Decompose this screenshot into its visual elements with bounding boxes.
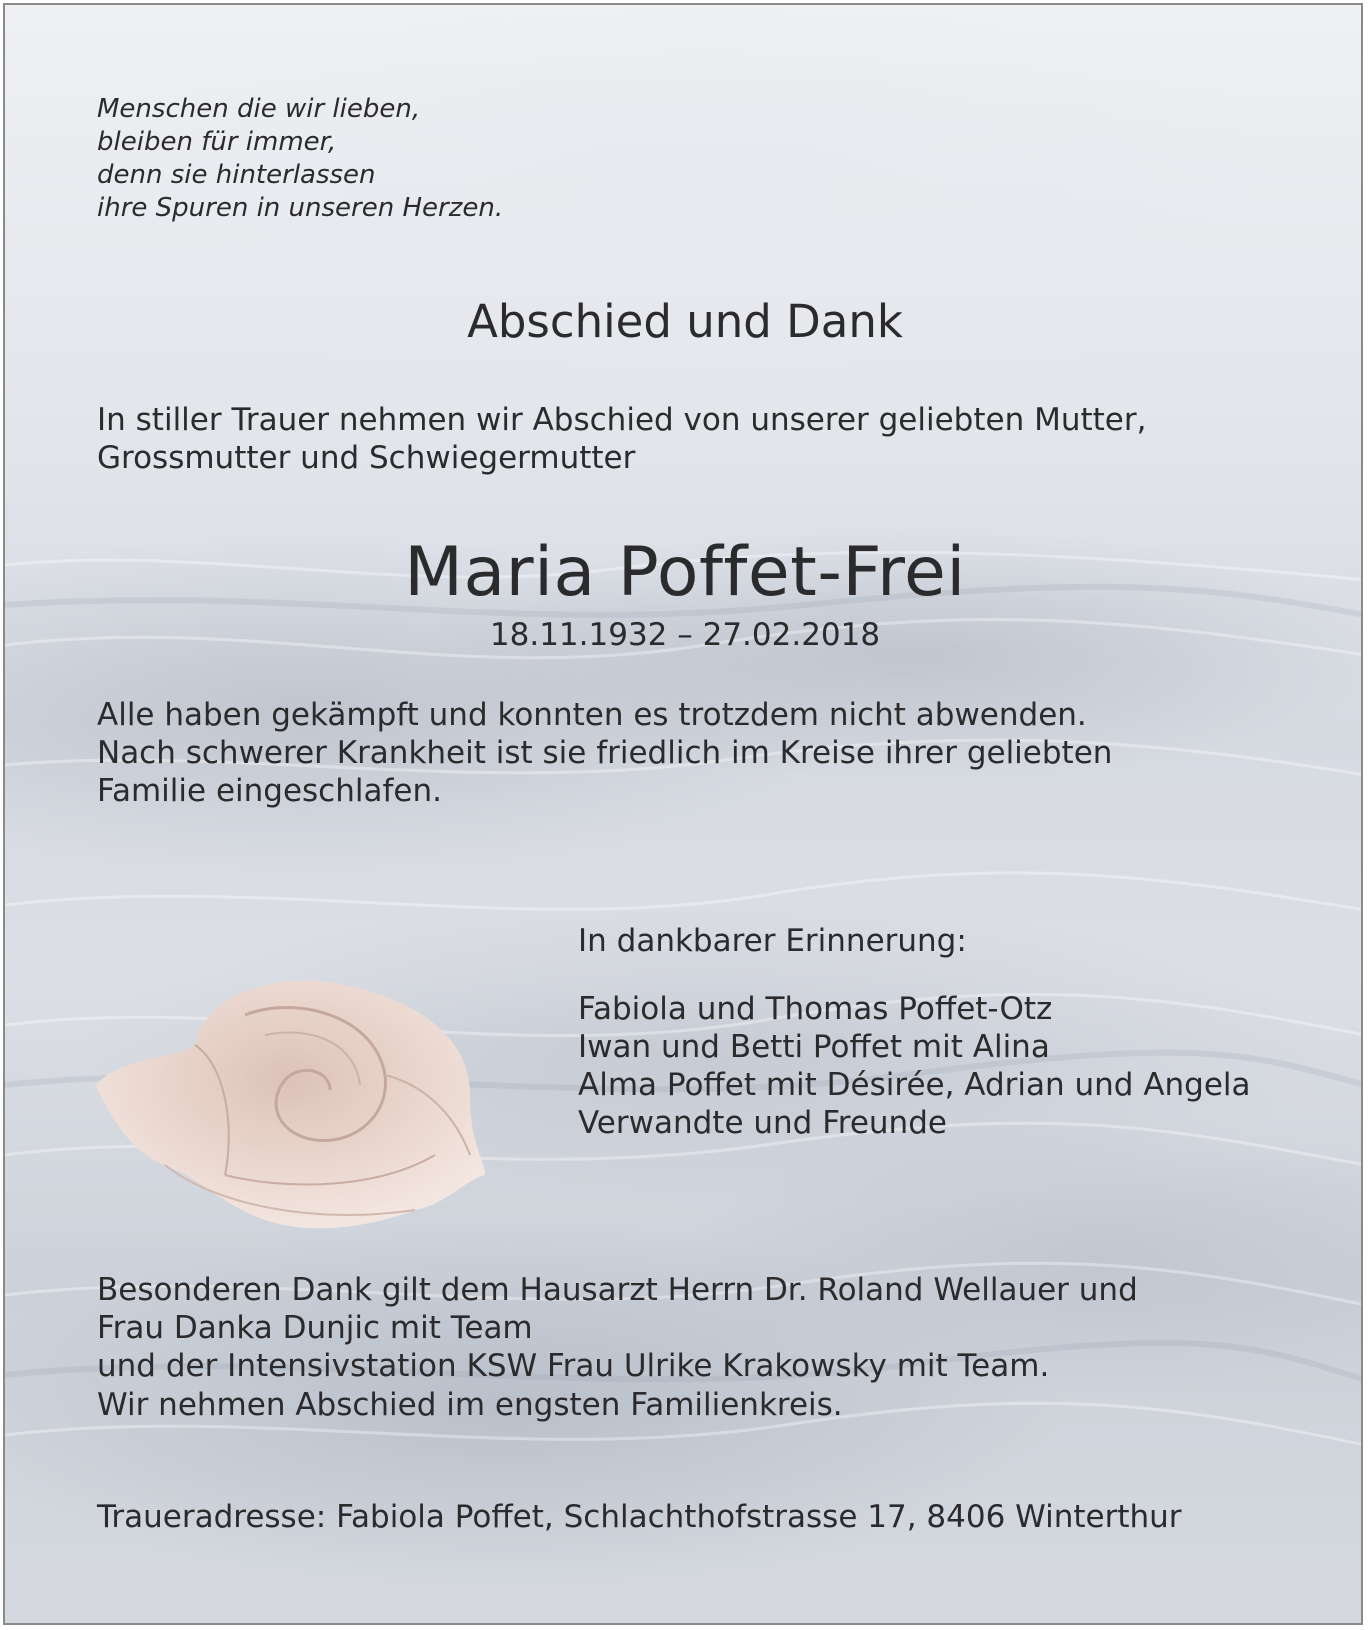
mourners-list bbox=[578, 990, 1251, 1142]
motto-line: bleiben für immer, bbox=[97, 127, 337, 157]
story-line: Familie eingeschlafen. bbox=[97, 773, 442, 809]
intro-line: Grossmutter und Schwiegermutter bbox=[97, 440, 636, 476]
mourner-entry: Iwan und Betti Poffet mit Alina bbox=[578, 1029, 1050, 1065]
intro-paragraph bbox=[97, 401, 1146, 477]
intro-line: In stiller Trauer nehmen wir Abschied von unserer geliebten Mutter, bbox=[97, 402, 1147, 438]
mourner-entry: Verwandte und Freunde bbox=[578, 1105, 947, 1141]
story-line: Nach schwerer Krankheit ist sie friedlich im Kreise ihrer geliebten bbox=[97, 735, 1113, 771]
notice-heading: Abschied und Dank bbox=[467, 295, 903, 348]
obituary-notice bbox=[3, 3, 1363, 1625]
thanks-line: Frau Danka Dunjic mit Team bbox=[97, 1310, 533, 1346]
farewell-text: Wir nehmen Abschied im engsten Familienkreis. bbox=[97, 1387, 843, 1423]
motto-line: denn sie hinterlassen bbox=[97, 160, 376, 190]
motto-line: ihre Spuren in unseren Herzen. bbox=[97, 193, 504, 223]
motto-verse bbox=[97, 93, 503, 225]
deceased-name: Maria Poffet-Frei bbox=[404, 533, 966, 612]
mourner-entry: Fabiola und Thomas Poffet-Otz bbox=[578, 991, 1053, 1027]
thanks-line: Besonderen Dank gilt dem Hausarzt Herrn Dr. Roland Wellauer und bbox=[97, 1272, 1138, 1308]
life-dates: 18.11.1932 – 27.02.2018 bbox=[489, 617, 881, 653]
story-paragraph bbox=[97, 696, 1112, 810]
rose-image bbox=[85, 975, 505, 1245]
mourning-address: Traueradresse: Fabiola Poffet, Schlachthofstrasse 17, 8406 Winterthur bbox=[97, 1499, 1182, 1535]
thanks-line: und der Intensivstation KSW Frau Ulrike Krakowsky mit Team. bbox=[97, 1348, 1050, 1384]
story-line: Alle haben gekämpft und konnten es trotzdem nicht abwenden. bbox=[97, 697, 1087, 733]
memory-label: In dankbarer Erinnerung: bbox=[578, 923, 967, 959]
thanks-paragraph bbox=[97, 1271, 1138, 1385]
mourner-entry: Alma Poffet mit Désirée, Adrian und Angela bbox=[578, 1067, 1251, 1103]
motto-line: Menschen die wir lieben, bbox=[97, 94, 421, 124]
